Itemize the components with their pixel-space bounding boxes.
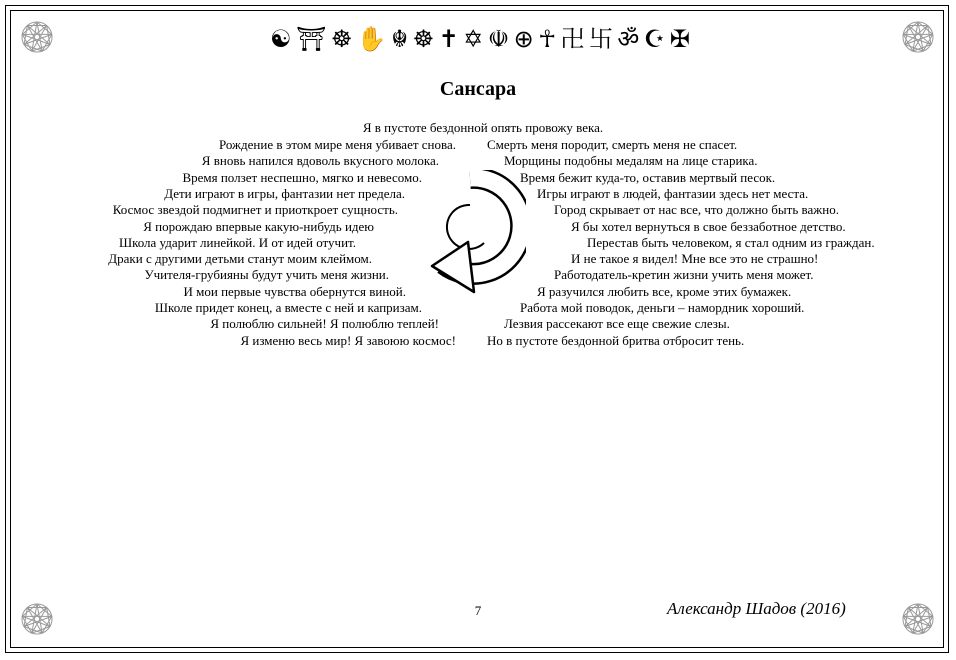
poem-line-left: Космос звездой подмигнет и приоткроет сущность.	[112, 202, 398, 218]
poem-line-left: И мои первые чувства обернутся виной.	[183, 283, 406, 299]
poem-line-left: Я вновь напился вдоволь вкусного молока.	[201, 153, 439, 169]
page-border-inner	[10, 10, 944, 648]
religious-symbol-icon: ☸	[330, 25, 353, 53]
religious-symbol-icon: ⛩	[295, 25, 327, 53]
religious-symbol-icon: ✝	[438, 25, 459, 53]
poem-line-left: Я полюблю сильней! Я полюблю теплей!	[210, 316, 439, 332]
poem-line-right: Работа мой поводок, деньги – намордник хороший.	[520, 300, 805, 315]
poem-line-left: Я порождаю впервые какую-нибудь идею	[143, 218, 374, 234]
religious-symbol-icon: ☫	[487, 25, 510, 53]
poem-line-left: Дети играют в игры, фантазии нет предела.	[164, 185, 405, 201]
poem-line-right: Время бежит куда-то, оставив мертвый песок.	[520, 169, 776, 185]
corner-star-icon	[20, 20, 54, 54]
author-signature: Александр Шадов (2016)	[667, 599, 846, 618]
religious-symbol-icon: ☯	[270, 25, 292, 53]
religious-symbol-icon: ✠	[669, 25, 690, 53]
poem-line-right: И не такое я видел! Мне все это не страшно!	[571, 251, 819, 267]
poem-line-left: Учителя-грубияны будут учить меня жизни.	[144, 267, 389, 283]
religious-symbol-icon: 卍	[560, 25, 585, 53]
poem-first-line: Я в пустоте бездонной опять провожу века.	[362, 120, 604, 135]
poem-line-left: Драки с другими детьми станут моим клеймом.	[108, 251, 372, 267]
religious-symbol-icon: ✋	[356, 25, 387, 53]
poem-line-right: Я разучился любить все, кроме этих бумажек.	[537, 283, 792, 299]
corner-star-icon	[901, 20, 935, 54]
religious-symbol-icon: ⊕	[513, 25, 534, 53]
poem-line-left: Школа ударит линейкой. И от идей отучит.	[118, 234, 356, 250]
poem-line-right: Лезвия рассекают все еще свежие слезы.	[504, 316, 730, 332]
poem-line-left: Время ползет неспешно, мягко и невесомо.	[182, 169, 422, 185]
poem-title: Сансара	[439, 78, 517, 100]
poem-line-left: Школе придет конец, а вместе с ней и капризам.	[154, 300, 422, 315]
poem-line-right: Но в пустоте бездонной бритва отбросит тень.	[487, 332, 745, 348]
poem-line-right: Работодатель-кретин жизни учить меня может.	[554, 267, 814, 283]
religious-symbol-icon: ✡	[463, 25, 484, 53]
poem-line-right: Смерть меня породит, смерть меня не спасет.	[487, 137, 738, 152]
religious-symbols-row	[270, 22, 690, 56]
poem-line-left: Я изменю весь мир! Я завоюю космос!	[240, 332, 456, 348]
religious-symbol-icon: ☥	[538, 25, 557, 53]
poem-line-right: Морщины подобны медалям на лице старика.	[504, 153, 758, 169]
cycle-arrow-icon	[414, 170, 526, 302]
poem-line-right: Город скрывает от нас все, что должно быть важно.	[554, 202, 839, 218]
poem-line-left: Рождение в этом мире меня убивает снова.	[218, 137, 456, 152]
poem-line-right: Игры играют в людей, фантазии здесь нет места.	[537, 185, 809, 201]
religious-symbol-icon: ☪	[643, 25, 666, 53]
religious-symbol-icon: ☸	[412, 25, 435, 53]
religious-symbol-icon: ☬	[391, 25, 409, 53]
religious-symbol-icon: 卐	[588, 25, 613, 53]
poem-line-right: Перестав быть человеком, я стал одним из граждан.	[587, 234, 875, 250]
religious-symbol-icon: ॐ	[617, 25, 640, 53]
page-number: 7	[474, 603, 482, 618]
poem-line-right: Я бы хотел вернуться в свое беззаботное детство.	[571, 218, 846, 234]
